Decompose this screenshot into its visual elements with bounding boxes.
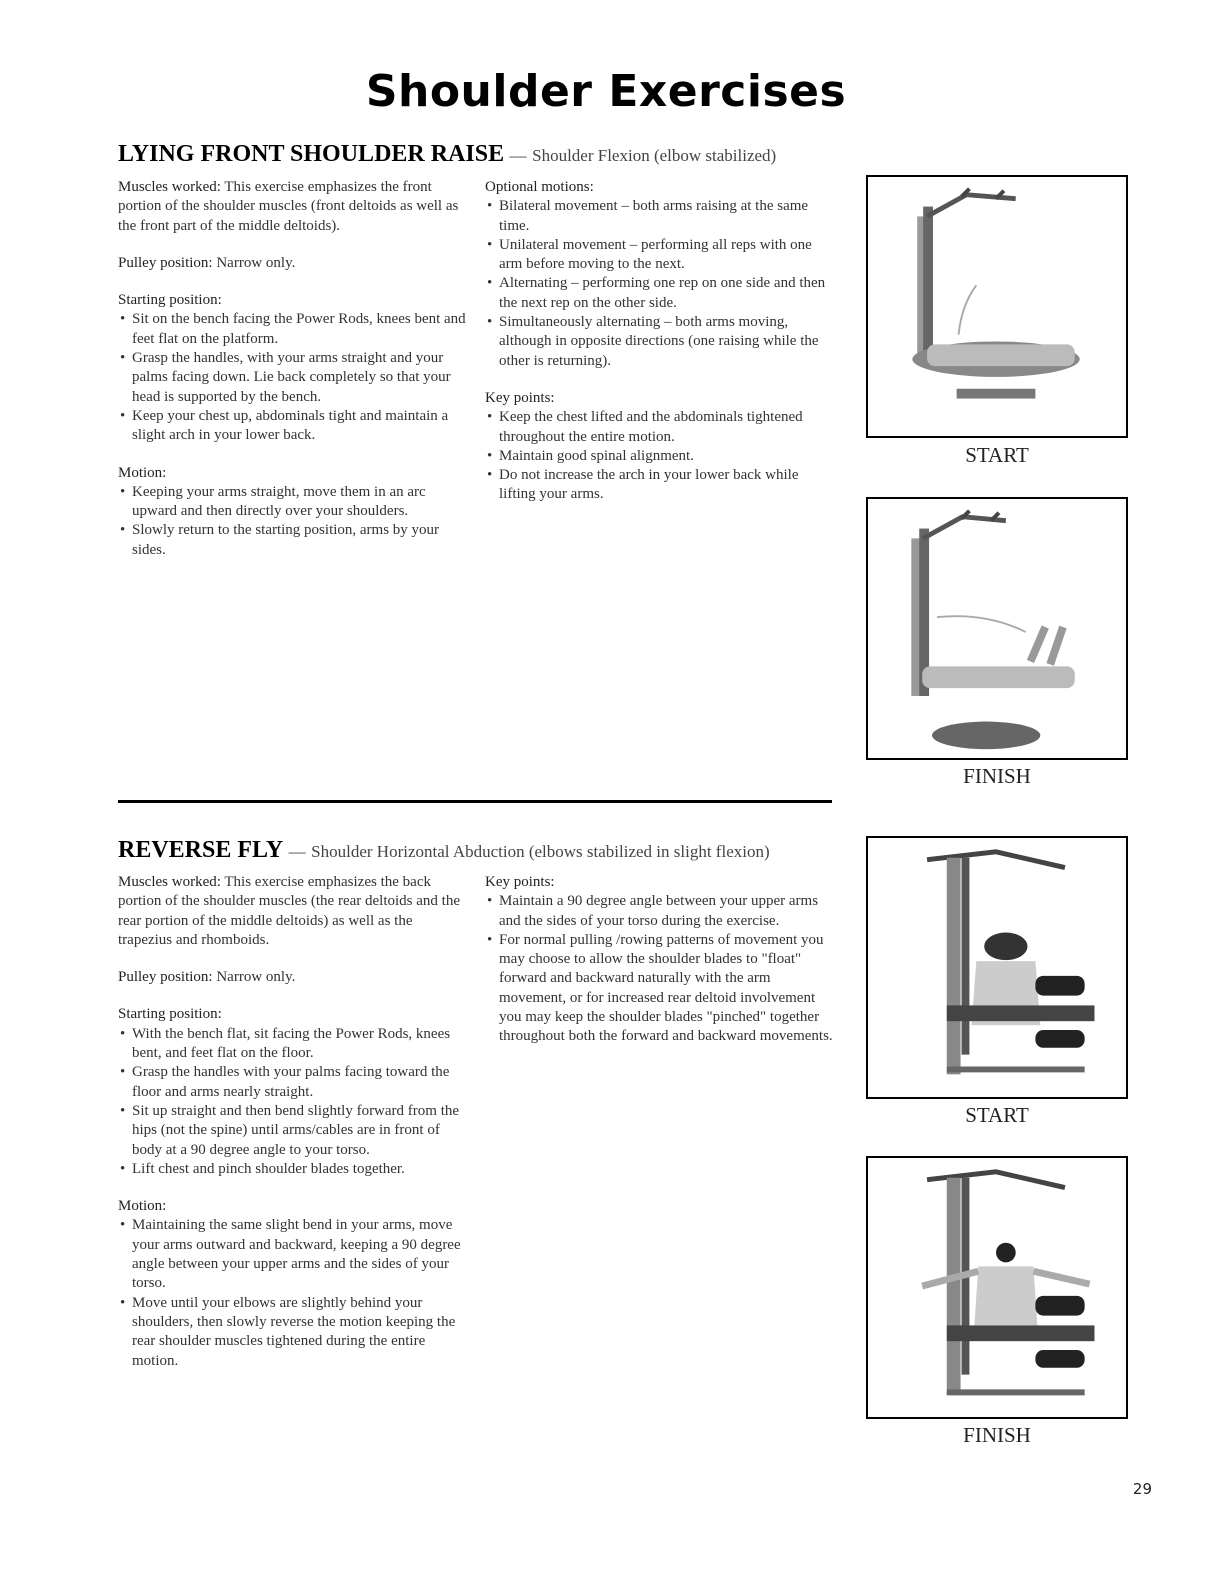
list-item: • Unilateral movement – performing all reps with one arm before moving to the next. xyxy=(485,236,833,275)
list-item: • Maintaining the same slight bend in your arms, move your arms outward and backward, keeping a 90 degree angle between your upper arms and the sides of your torso. xyxy=(118,1216,466,1293)
motion-list xyxy=(118,1216,466,1370)
list-item: • Keep your chest up, abdominals tight and maintain a slight arch in your lower back. xyxy=(118,407,466,446)
list-item: • For normal pulling /rowing patterns of movement you may choose to allow the shoulder blades to "float" forward and backward naturally with the arm movement, or for increased rear deltoid involvement you may keep the shoulder blades "pinched" together throughout both the forward and backward movements. xyxy=(485,931,833,1047)
motion-label: Motion: xyxy=(118,464,167,481)
list-item: • Sit on the bench facing the Power Rods, knees bent and feet flat on the platform. xyxy=(118,310,466,349)
optional-list xyxy=(485,197,833,371)
dash: — xyxy=(509,146,527,165)
list-item: • Grasp the handles with your palms facing toward the floor and arms nearly straight. xyxy=(118,1063,466,1102)
list-item: • Slowly return to the starting position, arms by your sides. xyxy=(118,521,466,560)
start-position-image xyxy=(866,175,1128,438)
reverse-fly-start-illustration xyxy=(868,838,1126,1097)
key-points-list xyxy=(485,892,833,1046)
pulley-text: Narrow only. xyxy=(216,254,296,271)
list-item: • Move until your elbows are slightly behind your shoulders, then slowly reverse the motion keeping the rear shoulder muscles tightened during the entire motion. xyxy=(118,1294,466,1371)
key-points-label: Key points: xyxy=(485,389,555,406)
muscles-label: Muscles worked: xyxy=(118,179,221,195)
section-divider xyxy=(118,800,832,803)
section2-right-column xyxy=(485,873,833,1047)
exercise-name: REVERSE FLY xyxy=(118,837,284,863)
list-item: • Simultaneously alternating – both arms moving, although in opposite directions (one raising while the other is returning). xyxy=(485,313,833,371)
start-caption: START xyxy=(965,443,1029,467)
exercise-name: LYING FRONT SHOULDER RAISE xyxy=(118,141,505,167)
page-title: Shoulder Exercises xyxy=(365,66,847,117)
pulley-text: Narrow only. xyxy=(216,969,296,986)
start-caption: START xyxy=(965,1103,1029,1127)
section1-left-column xyxy=(118,178,466,560)
reverse-fly-finish-illustration xyxy=(868,1158,1126,1417)
list-item: • Alternating – performing one rep on one side and then the next rep on the other side. xyxy=(485,274,833,313)
motion-label: Motion: xyxy=(118,1198,167,1215)
list-item: • Maintain a 90 degree angle between your upper arms and the sides of your torso during the exercise. xyxy=(485,892,833,931)
finish-position-image xyxy=(866,497,1128,760)
key-points-label: Key points: xyxy=(485,874,555,890)
list-item: • Bilateral movement – both arms raising at the same time. xyxy=(485,197,833,236)
machine-lying-finish-illustration xyxy=(868,499,1126,758)
list-item: • Sit up straight and then bend slightly forward from the hips (not the spine) until arms/cables are in front of body at a 90 degree angle to your torso. xyxy=(118,1102,466,1160)
starting-list xyxy=(118,310,466,445)
starting-label: Starting position: xyxy=(118,1006,222,1023)
finish-caption: FINISH xyxy=(963,764,1031,788)
pulley-label: Pulley position: xyxy=(118,969,213,986)
list-item: • Do not increase the arch in your lower back while lifting your arms. xyxy=(485,466,833,505)
optional-label: Optional motions: xyxy=(485,179,594,195)
starting-list xyxy=(118,1025,466,1179)
muscles-text: This exercise emphasizes the front portion of the shoulder muscles (front deltoids as well as the front part of the middle deltoids). xyxy=(118,179,459,234)
pulley-label: Pulley position: xyxy=(118,254,213,271)
list-item: • Maintain good spinal alignment. xyxy=(485,447,833,466)
key-points-list xyxy=(485,408,833,504)
exercise-subtitle: Shoulder Horizontal Abduction (elbows stabilized in slight flexion) xyxy=(311,842,770,861)
starting-label: Starting position: xyxy=(118,292,222,309)
exercise-subtitle: Shoulder Flexion (elbow stabilized) xyxy=(532,146,777,165)
list-item: • Grasp the handles, with your arms straight and your palms facing down. Lie back completely so that your head is supported by the bench. xyxy=(118,349,466,407)
list-item: • Keeping your arms straight, move them in an arc upward and then directly over your shoulders. xyxy=(118,483,466,522)
section1-right-column xyxy=(485,178,833,505)
finish-caption: FINISH xyxy=(963,1423,1031,1447)
section-heading-lying-front-shoulder-raise xyxy=(118,141,776,168)
finish-position-image xyxy=(866,1156,1128,1419)
list-item: • With the bench flat, sit facing the Power Rods, knees bent, and feet flat on the floor. xyxy=(118,1025,466,1064)
muscles-label: Muscles worked: xyxy=(118,874,221,890)
dash: — xyxy=(288,842,306,861)
motion-list xyxy=(118,483,466,560)
section-heading-reverse-fly xyxy=(118,837,770,864)
start-position-image xyxy=(866,836,1128,1099)
machine-lying-start-illustration xyxy=(868,177,1126,436)
list-item: • Keep the chest lifted and the abdominals tightened throughout the entire motion. xyxy=(485,408,833,447)
page-number: 29 xyxy=(1132,1480,1152,1498)
section2-left-column xyxy=(118,873,466,1371)
list-item: • Lift chest and pinch shoulder blades together. xyxy=(118,1160,466,1179)
muscles-text: This exercise emphasizes the back portion of the shoulder muscles (the rear deltoids and the rear portion of the middle deltoids) as well as the trapezius and rhomboids. xyxy=(118,874,460,948)
